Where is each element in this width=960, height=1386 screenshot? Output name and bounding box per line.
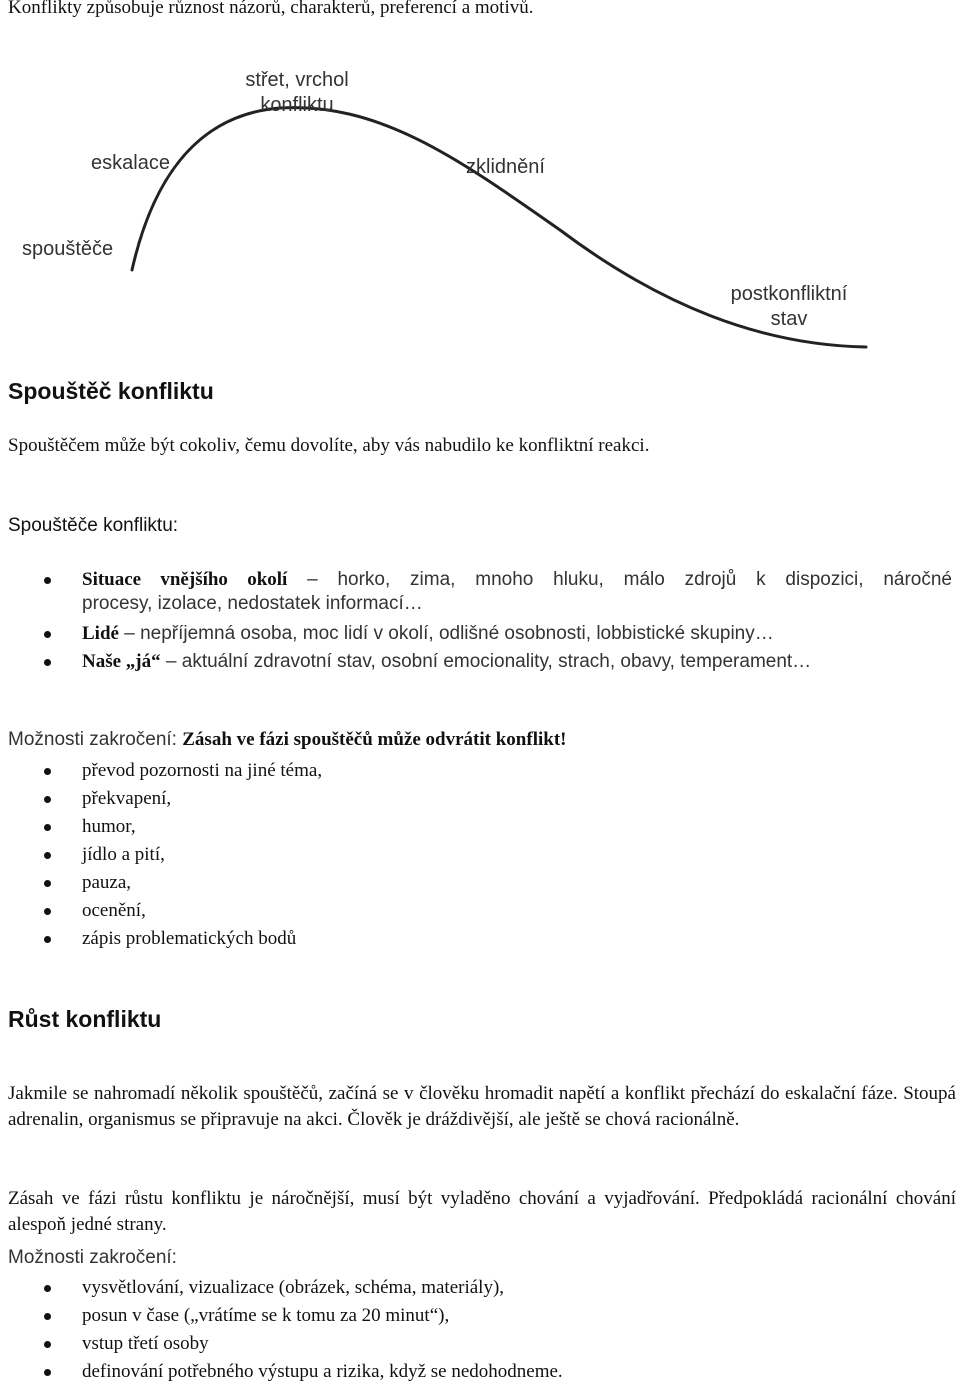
- bullet-icon: [44, 659, 51, 666]
- list-item: vysvětlování, vizualizace (obrázek, schéma, materiály),: [0, 1274, 563, 1302]
- bullet-icon: [44, 631, 51, 638]
- list-item: humor,: [0, 813, 322, 841]
- list-item: definování potřebného výstupu a rizika, když se nedohodneme.: [0, 1358, 563, 1386]
- trigger-paragraph: Spouštěčem může být cokoliv, čemu dovolíte, aby vás nabudilo ke konfliktní reakci.: [8, 435, 650, 456]
- list-item: procesy, izolace, nedostatek informací…: [82, 593, 423, 614]
- triggers-subheading: Spouštěče konfliktu:: [8, 515, 179, 536]
- list-item: jídlo a pití,: [0, 841, 322, 869]
- growth-options-label: Možnosti zakročení:: [8, 1247, 177, 1268]
- growth-paragraph-2: Zásah ve fázi růstu konfliktu je náročnější, musí být vyladěno chování a vyjadřování. Předpokládá racionální chování alespoň jedné strany.: [8, 1188, 956, 1235]
- options-list: [0, 757, 322, 953]
- triggers-label: spouštěče: [22, 238, 114, 260]
- list-item: Naše „já“ – aktuální zdravotní stav, osobní emocionality, strach, obavy, temperament…: [0, 648, 952, 676]
- list-item: posun v čase („vrátíme se k tomu za 20 minut“),: [0, 1302, 563, 1330]
- list-item: ocenění,: [0, 897, 322, 925]
- bullet-icon: [44, 1341, 51, 1348]
- escalation-label: eskalace: [91, 152, 170, 174]
- bullet-icon: [44, 577, 51, 584]
- bullet-icon: [44, 1285, 51, 1292]
- bullet-icon: [44, 908, 51, 915]
- calming-label: zklidnění: [466, 156, 545, 178]
- conflict-curve-diagram: [0, 40, 960, 370]
- list-item: Situace vnějšího okolí – horko, zima, mnoho hluku, málo zdrojů k dispozici, náročné: [0, 566, 952, 592]
- list-item: vstup třetí osoby: [0, 1330, 563, 1358]
- list-item: překvapení,: [0, 785, 322, 813]
- section-heading-growth: Růst konfliktu: [8, 1006, 162, 1032]
- triggers-list: [0, 566, 952, 676]
- growth-paragraph-1: Jakmile se nahromadí několik spouštěčů, začíná se v člověku hromadit napětí a konflikt přechází do eskalační fáze. Stoupá adrenalin, organismus se připravuje na akci. Člověk je dráždivější, ale ještě se chová racionálně.: [8, 1083, 956, 1130]
- bullet-icon: [44, 1313, 51, 1320]
- bullet-icon: [44, 852, 51, 859]
- list-item: Lidé – nepříjemná osoba, moc lidí v okolí, odlišné osobnosti, lobbistické skupiny…: [0, 620, 952, 648]
- bullet-icon: [44, 824, 51, 831]
- bullet-icon: [44, 768, 51, 775]
- bullet-icon: [44, 796, 51, 803]
- list-item: pauza,: [0, 869, 322, 897]
- options-line: Možnosti zakročení: Zásah ve fázi spouštěčů může odvrátit konflikt!: [8, 729, 567, 750]
- list-item: převod pozornosti na jiné téma,: [0, 757, 322, 785]
- peak-label: střet, vrchol konfliktu: [245, 69, 349, 116]
- list-item: zápis problematických bodů: [0, 925, 322, 953]
- bullet-icon: [44, 936, 51, 943]
- intro-text: Konflikty způsobuje různost názorů, charakterů, preferencí a motivů.: [8, 0, 534, 18]
- bullet-icon: [44, 880, 51, 887]
- growth-options-list: [0, 1274, 563, 1386]
- post-conflict-label: postkonfliktní stav: [730, 283, 848, 330]
- section-heading-trigger: Spouštěč konfliktu: [8, 378, 214, 404]
- bullet-icon: [44, 1369, 51, 1376]
